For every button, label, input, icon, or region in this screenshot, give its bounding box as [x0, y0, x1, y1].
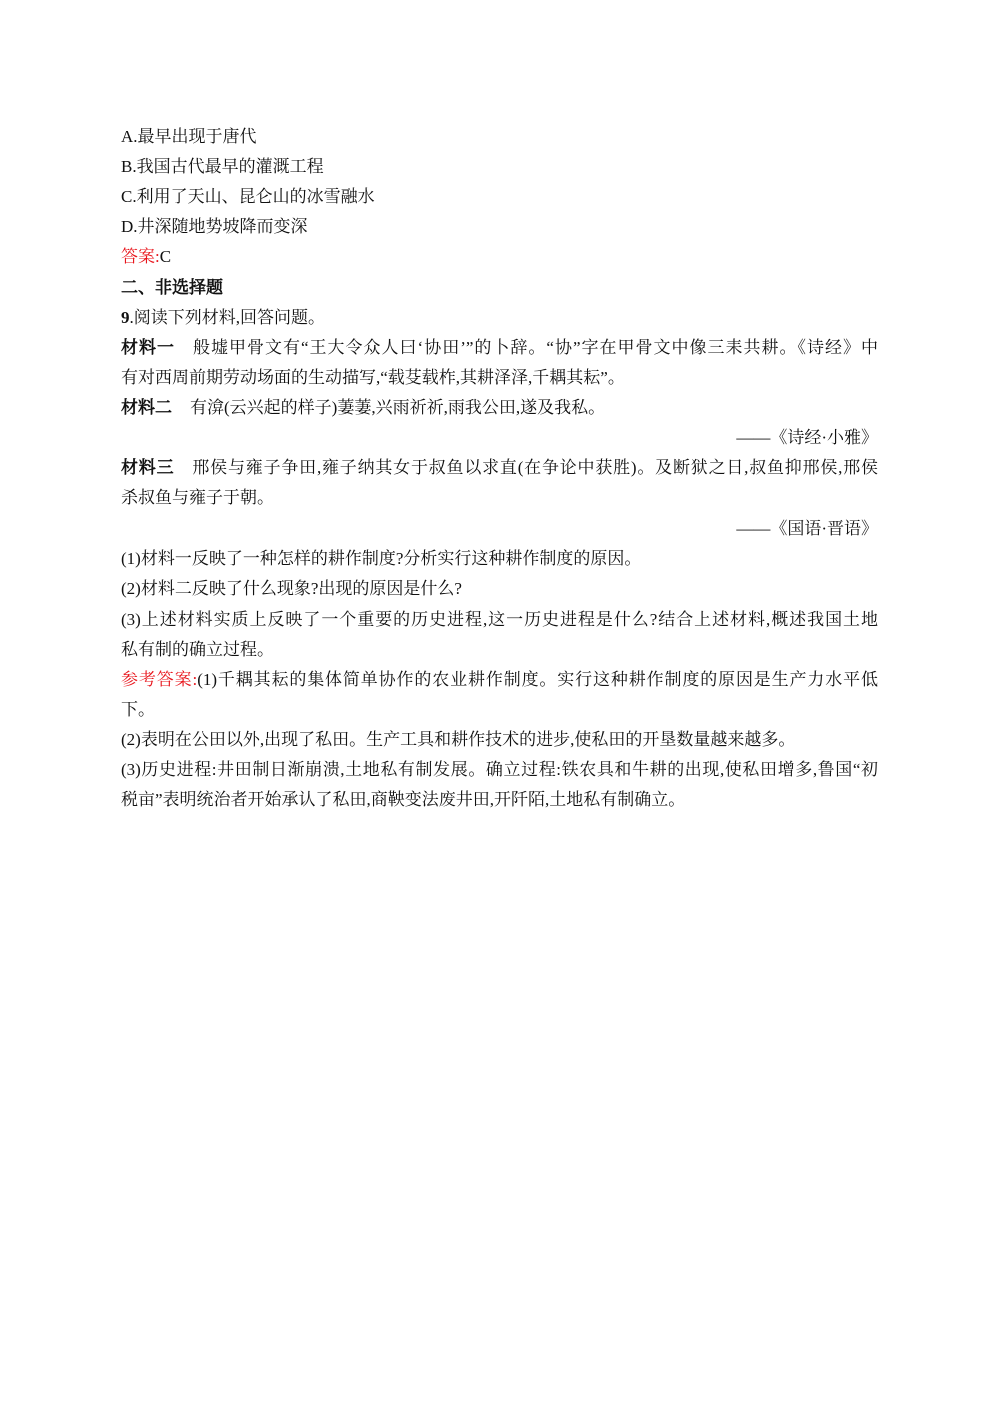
material-1-label: 材料一: [121, 338, 175, 357]
section-title: 二、非选择题: [121, 278, 223, 297]
question-number: 9: [121, 308, 130, 327]
option-d: D.井深随地势坡降而变深: [121, 217, 308, 236]
answer-label: 答案:: [121, 247, 160, 266]
reference-answer-line-2: 下。: [121, 700, 155, 719]
sub-question-3-line-1: (3)上述材料实质上反映了一个重要的历史进程,这一历史进程是什么?结合上述材料,概述我国土地: [121, 610, 878, 629]
option-a: A.最早出现于唐代: [121, 127, 257, 146]
reference-answer-line-4: (3)历史进程:井田制日渐崩溃,土地私有制发展。确立过程:铁农具和牛耕的出现,使私田增多,鲁国“初: [121, 760, 878, 779]
material-3-label: 材料三: [121, 458, 175, 477]
question-text: .阅读下列材料,回答问题。: [129, 308, 325, 327]
material-2-text: 有渰(云兴起的样子)萋萋,兴雨祈祈,雨我公田,遂及我私。: [190, 398, 606, 417]
material-1-line-2: 有对西周前期劳动场面的生动描写,“载芟载柞,其耕泽泽,千耦其耘”。: [121, 368, 625, 387]
material-1-line-1: [121, 336, 878, 360]
reference-answer-line-1: [121, 668, 878, 692]
sub-question-2: (2)材料二反映了什么现象?出现的原因是什么?: [121, 579, 462, 598]
material-3-text: 邢侯与雍子争田,雍子纳其女于叔鱼以求直(在争论中获胜)。及断狱之日,叔鱼抑邢侯,邢侯: [192, 458, 879, 477]
reference-answer-line-5: 税亩”表明统治者开始承认了私田,商鞅变法废井田,开阡陌,土地私有制确立。: [121, 790, 686, 809]
reference-answer-line-3: (2)表明在公田以外,出现了私田。生产工具和耕作技术的进步,使私田的开垦数量越来越多。: [121, 730, 796, 749]
question-stem: [121, 306, 878, 330]
material-2-source: ——《诗经·小雅》: [736, 428, 878, 447]
material-2-label: 材料二: [121, 398, 172, 417]
sub-question-1: (1)材料一反映了一种怎样的耕作制度?分析实行这种耕作制度的原因。: [121, 549, 642, 568]
option-b: B.我国古代最早的灌溉工程: [121, 157, 324, 176]
material-3-source: ——《国语·晋语》: [736, 519, 878, 538]
reference-answer-text: (1)千耦其耘的集体简单协作的农业耕作制度。实行这种耕作制度的原因是生产力水平低: [197, 670, 878, 689]
material-2-line-1: [121, 396, 878, 420]
reference-answer-label: 参考答案:: [121, 670, 198, 689]
material-1-text: 般墟甲骨文有“王大令众人曰‘协田’”的卜辞。“协”字在甲骨文中像三耒共耕。《诗经》中: [193, 338, 878, 357]
option-c: C.利用了天山、昆仑山的冰雪融水: [121, 187, 375, 206]
material-3-line-1: [121, 456, 878, 480]
answer: [121, 245, 878, 269]
sub-question-3-line-2: 私有制的确立过程。: [121, 640, 274, 659]
material-3-line-2: 杀叔鱼与雍子于朝。: [121, 488, 274, 507]
answer-value: C: [159, 247, 172, 266]
